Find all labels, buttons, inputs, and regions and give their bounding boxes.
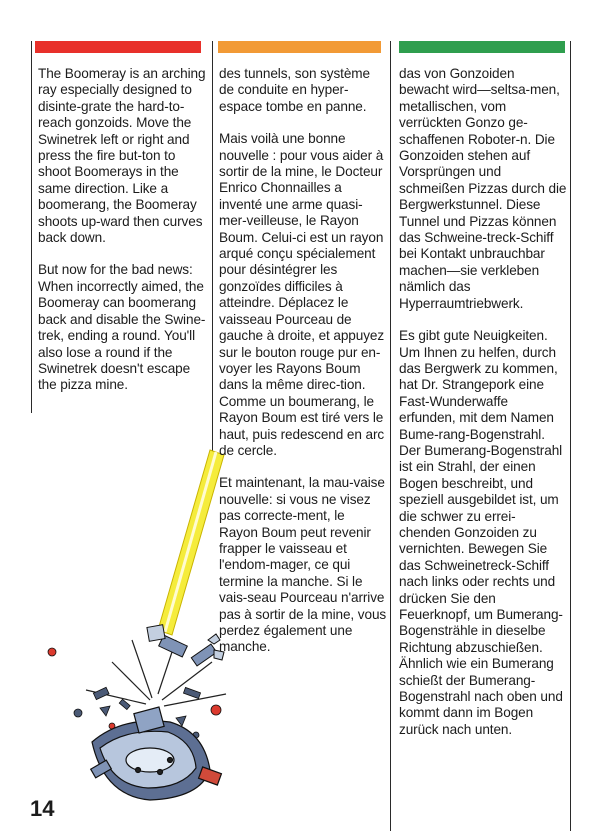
english-paragraph: The Boomeray is an arching ray especially designed to disinte-grate the hard-to-reach gonzoids. Move the Swinetrek left or right and press the fire but-ton to shoot Boomerays in the same direction. Like a boomerang, the Boomeray shoots up-ward then curves back down. <box>38 66 206 246</box>
page-number: 14 <box>30 796 55 821</box>
french-column <box>219 66 387 672</box>
robot-body <box>91 707 222 800</box>
french-paragraph: des tunnels, son système de conduite en hyper-espace tombe en panne. <box>219 66 370 114</box>
german-column <box>399 66 567 754</box>
german-paragraph: das von Gonzoiden bewacht wird—seltsa-men, metallischen, vom verrückten Gonzo ge-schaffenen Roboter-n. Die Gonzoiden stehen auf Vorsprüngen und schmeißen Pizzas durch die Bergwerkstunnel. Diese Tunnel und Pizzas können das Schweine-treck-Schiff bei Kontakt unbrauchbar machen—sie verkleben nämlich das Hyperraumtriebwerk. <box>399 66 567 311</box>
french-paragraph: Et maintenant, la mau-vaise nouvelle: si vous ne visez pas correcte-ment, le Rayon Boum peut revenir frapper le vaisseau et l'endom-mager, ce qui termine la manche. Si le vais-seau Pourceau n'arrive pas à sortir de la mine, vous perdez également une manche. <box>219 475 387 655</box>
english-column <box>38 66 208 410</box>
german-paragraph: Es gibt gute Neuigkeiten. Um Ihnen zu helfen, durch das Bergwerk zu kommen, hat Dr. Strangepork eine Fast-Wunderwaffe erfunden, mit dem Namen Bume-rang-Bogenstrahl. Der Bumerang-Bogenstrahl ist ein Strahl, der einen Bogen beschreibt, und speziell ausgebildet ist, um die schwer zu errei-chenden Gonzoiden zu vernichten. Bewegen Sie das Schweinetreck-Schiff nach links oder rechts und drücken Sie den Feuerknopf, um Bumerang-Bogensträhle in dieselbe Richtung abzuschießen. Ähnlich wie ein Bumerang schießt der Bumerang-Bogenstrahl nach oben und kommt dann im Bogen zurück nach unten. <box>399 328 563 737</box>
french-paragraph: Mais voilà une bonne nouvelle : pour vous aider à sortir de la mine, le Docteur Enrico Chonnailles a inventé une arme quasi-mer-veilleuse, le Rayon Boum. Celui-ci est un rayon arqué conçu spécialement pour désintégrer les gonzoïdes difficiles à atteindre. Déplacez le vaisseau Pourceau de gauche à droite, et appuyez sur le bouton rouge pur en-voyer les Rayons Boum dans la même direc-tion. Comme un boumerang, le Rayon Boum est tiré vers le haut, puis redescend en arc de cercle. <box>219 131 385 458</box>
english-paragraph: But now for the bad news: When incorrectly aimed, the Boomeray can boomerang back and disable the Swine-trek, ending a round. You'll also lose a round if the Swinetrek doesn't escape the pizza mine. <box>38 262 206 393</box>
